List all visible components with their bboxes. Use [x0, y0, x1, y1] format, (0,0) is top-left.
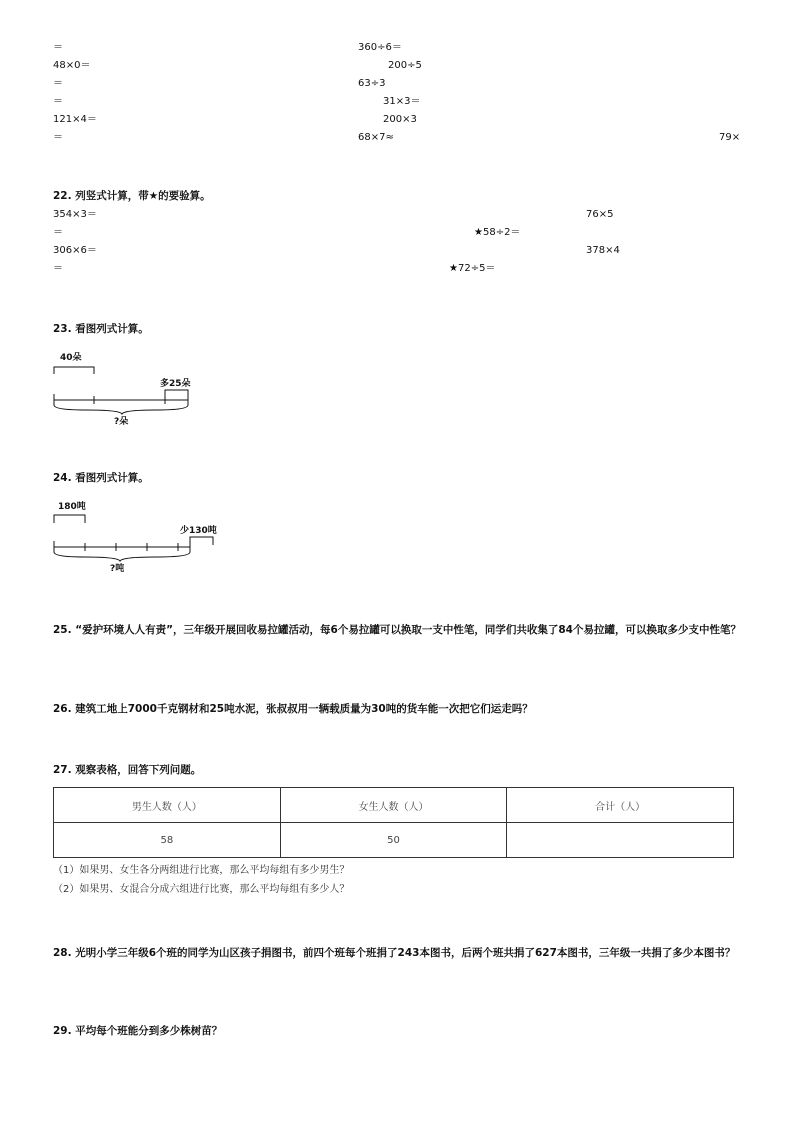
q23-title: 23. 看图列式计算。 — [53, 323, 149, 335]
cell-boys: 58 — [54, 823, 281, 858]
q24-less-brace — [190, 537, 213, 545]
q27-sub-1: （1）如果男、女生各分两组进行比赛，那么平均每组有多少男生？ — [53, 865, 350, 876]
cell-total — [507, 823, 734, 858]
q22-line-4: ★58÷2＝ — [474, 227, 521, 238]
q24-bottom-label: ?吨 — [110, 564, 125, 574]
q23-top-label: 40朵 — [60, 353, 82, 363]
cell-girls: 50 — [280, 823, 507, 858]
header-total: 合计（人） — [507, 788, 734, 823]
q24-less-label: 少130吨 — [180, 526, 217, 536]
q23-extra-brace — [165, 390, 188, 396]
q24-bottom-brace — [54, 552, 190, 561]
q22-line-8: ★72÷5＝ — [449, 263, 496, 274]
q26-text: 26. 建筑工地上7000千克钢材和25吨水泥，张叔叔用一辆载质量为30吨的货车能一次把它们运走吗？ — [53, 703, 533, 715]
calc-mid-4: 31×3＝ — [383, 96, 421, 107]
q25-text: 25. “爱护环境人人有责”，三年级开展回收易拉罐活动，每6个易拉罐可以换取一支中性笔，同学们共收集了84个易拉罐，可以换取多少支中性笔？ — [53, 624, 741, 636]
calc-left-6: ＝ — [53, 132, 63, 143]
q23-bottom-brace — [54, 405, 188, 414]
q23-extra-label: 多25朵 — [160, 379, 191, 389]
q27-sub-2: （2）如果男、女混合分成六组进行比赛，那么平均每组有多少人？ — [53, 884, 350, 895]
q23-line-diagram — [50, 348, 210, 428]
q29-text: 29. 平均每个班能分到多少株树苗？ — [53, 1025, 223, 1037]
q23-top-brace — [54, 367, 94, 374]
table-header-row — [54, 788, 734, 823]
calc-left-4: ＝ — [53, 96, 63, 107]
calc-mid-6: 68×7≈ — [358, 132, 394, 143]
header-boys: 男生人数（人） — [54, 788, 281, 823]
q22-line-1: 354×3＝ — [53, 209, 97, 220]
q22-line-6: 378×4 — [586, 245, 620, 256]
calc-left-2: 48×0＝ — [53, 60, 91, 71]
q22-title: 22. 列竖式计算，带★的要验算。 — [53, 190, 211, 202]
table-row — [54, 823, 734, 858]
calc-left-1: ＝ — [53, 42, 63, 53]
q27-title: 27. 观察表格，回答下列问题。 — [53, 764, 202, 776]
calc-right-1: 79× — [719, 132, 741, 143]
calc-mid-5: 200×3 — [383, 114, 417, 125]
q23-bottom-label: ?朵 — [114, 417, 129, 427]
q22-line-5: 306×6＝ — [53, 245, 97, 256]
header-girls: 女生人数（人） — [280, 788, 507, 823]
calc-mid-1: 360÷6＝ — [358, 42, 402, 53]
q22-line-7: ＝ — [53, 263, 63, 274]
calc-left-5: 121×4＝ — [53, 114, 97, 125]
q24-top-label: 180吨 — [58, 502, 86, 512]
q22-line-2: 76×5 — [586, 209, 614, 220]
q28-text: 28. 光明小学三年级6个班的同学为山区孩子捐图书，前四个班每个班捐了243本图书，后两个班共捐了627本图书，三年级一共捐了多少本图书？ — [53, 947, 736, 959]
q24-top-brace — [54, 515, 85, 523]
calc-mid-3: 63÷3 — [358, 78, 386, 89]
calc-left-3: ＝ — [53, 78, 63, 89]
q22-line-3: ＝ — [53, 227, 63, 238]
students-table — [53, 787, 734, 858]
q24-title: 24. 看图列式计算。 — [53, 472, 149, 484]
calc-mid-2: 200÷5 — [388, 60, 422, 71]
q24-line-diagram — [50, 497, 230, 575]
